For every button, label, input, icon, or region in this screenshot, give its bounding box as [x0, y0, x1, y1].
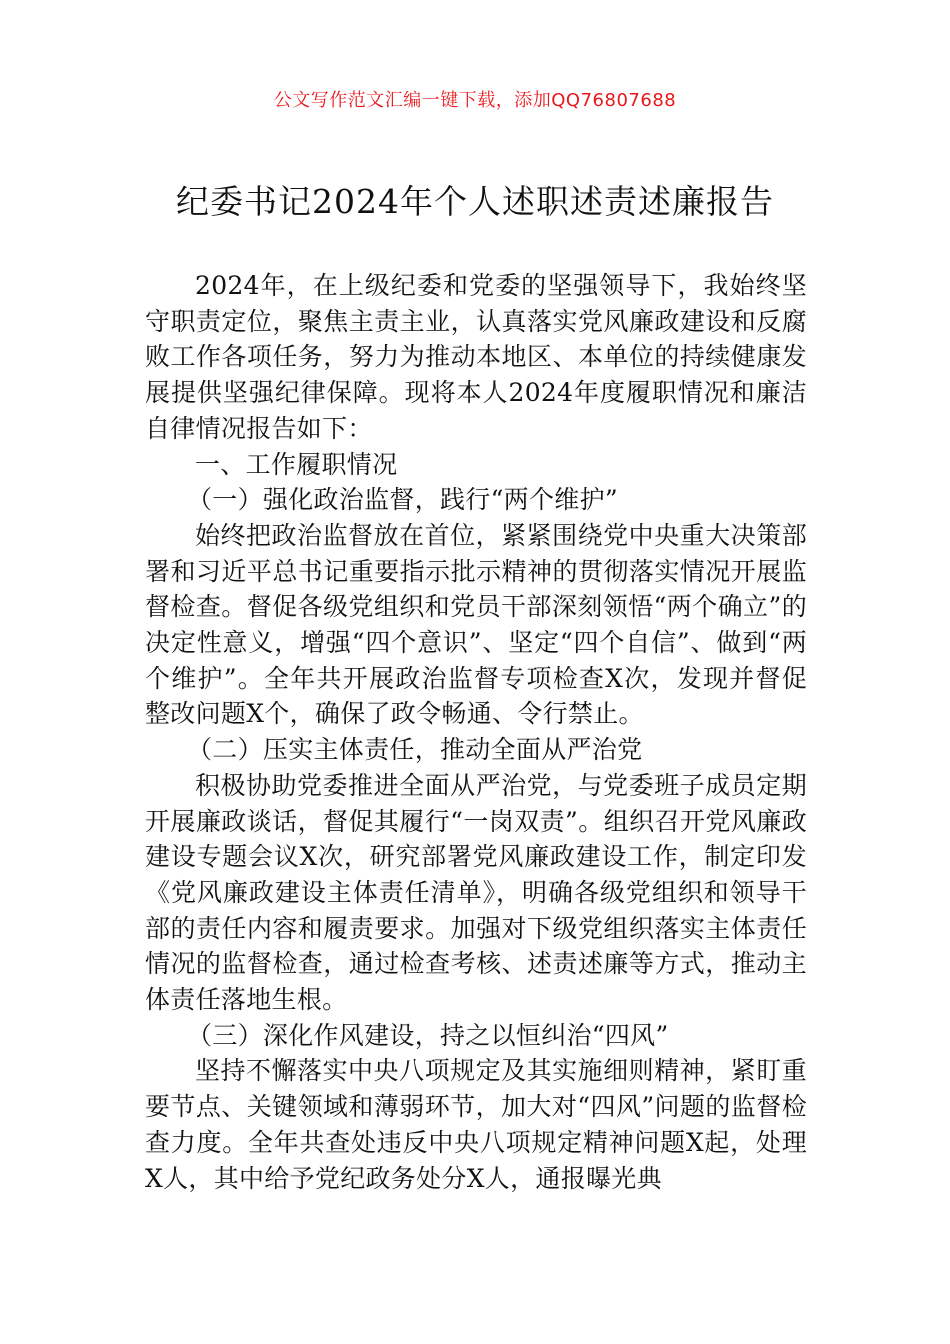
paragraph-intro: 2024年，在上级纪委和党委的坚强领导下，我始终坚守职责定位，聚焦主责主业，认真落实党风廉政建设和反腐败工作各项任务，努力为推动本地区、本单位的持续健康发展提供坚强纪律保障。现将本人2024年度履职情况和廉洁自律情况报告如下： — [145, 271, 807, 443]
section-heading-1: 一、工作履职情况 — [195, 449, 398, 479]
paragraph-main-responsibility: 积极协助党委推进全面从严治党，与党委班子成员定期开展廉政谈话，督促其履行“一岗双责”。组织召开党风廉政建设专题会议X次，研究部署党风廉政建设工作，制定印发《党风廉政建设主体责任清单》，明确各级党组织和领导干部的责任内容和履责要求。加强对下级党组织落实主体责任情况的监督检查，通过检查考核、述责述廉等方式，推动主体责任落地生根。 — [145, 770, 807, 1015]
subsection-heading-3: （三）深化作风建设，持之以恒纠治“四风” — [187, 1020, 669, 1050]
paragraph-political-supervision: 始终把政治监督放在首位，紧紧围绕党中央重大决策部署和习近平总书记重要指示批示精神的贯彻落实情况开展监督检查。督促各级党组织和党员干部深刻领悟“两个确立”的决定性意义，增强“四个意识”、坚定“四个自信”、做到“两个维护”。全年共开展政治监督专项检查X次，发现并督促整改问题X个，确保了政令畅通、令行禁止。 — [145, 520, 807, 729]
subsection-heading-1: （一）强化政治监督，践行“两个维护” — [187, 485, 618, 515]
document-title: 纪委书记2024年个人述职述责述廉报告 — [176, 182, 774, 221]
subsection-heading-2: （二）压实主体责任，推动全面从严治党 — [187, 735, 643, 765]
header-promo-note: 公文写作范文汇编一键下载，添加QQ76807688 — [273, 90, 677, 111]
document-body — [145, 268, 807, 1196]
paragraph-work-style: 坚持不懈落实中央八项规定及其实施细则精神，紧盯重要节点、关键领域和薄弱环节，加大对“四风”问题的监督检查力度。全年共查处违反中央八项规定精神问题X起，处理X人，其中给予党纪政务处分X人，通报曝光典 — [145, 1056, 807, 1193]
